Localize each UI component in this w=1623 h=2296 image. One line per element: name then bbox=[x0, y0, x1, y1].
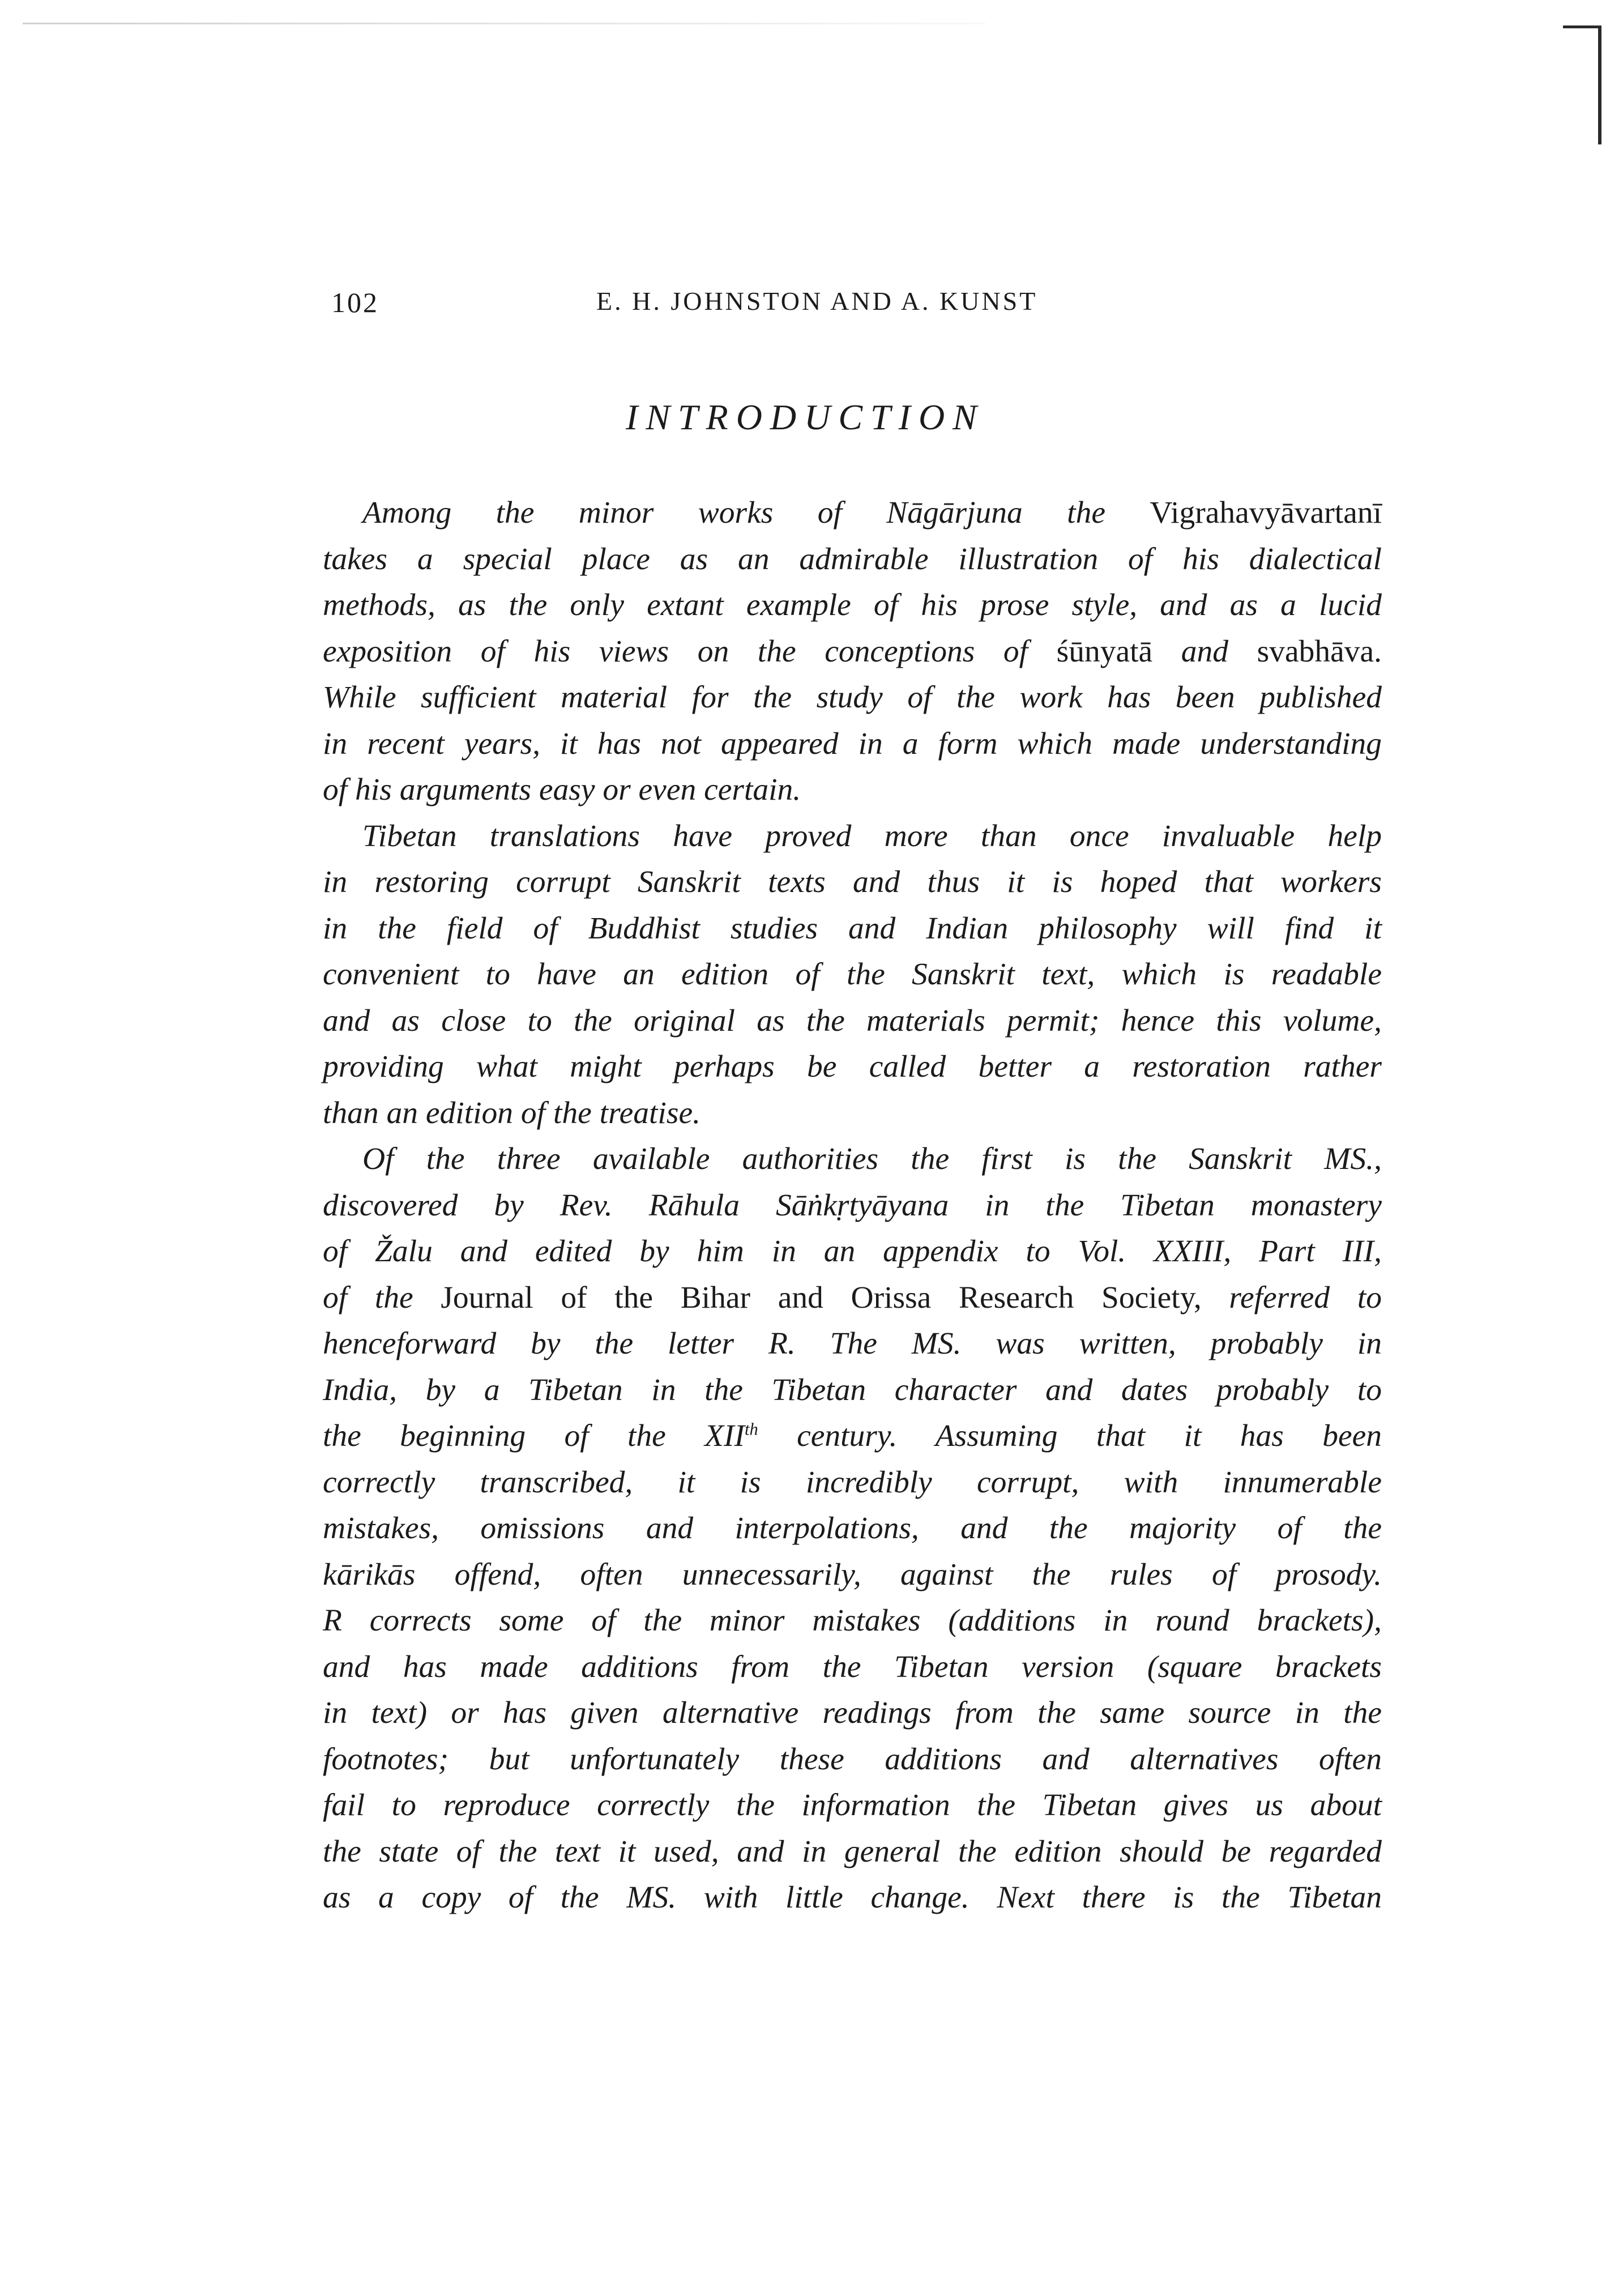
text-line: takes a special place as an admirable illustration of his dialectical bbox=[323, 541, 1382, 577]
text-line: in recent years, it has not appeared in a form which made understanding bbox=[323, 726, 1382, 761]
text-line: footnotes; but unfortunately these additions and alternatives often bbox=[323, 1742, 1382, 1777]
text-line: R corrects some of the minor mistakes (additions in round brackets), bbox=[323, 1603, 1382, 1638]
text-line: the state of the text it used, and in general the edition should be regarded bbox=[323, 1834, 1382, 1869]
text-line: of his arguments easy or even certain. bbox=[323, 773, 801, 807]
text-line: methods, as the only extant example of his prose style, and as a lucid bbox=[323, 588, 1382, 622]
text-line: and as close to the original as the materials permit; hence this volume, bbox=[323, 1003, 1382, 1038]
text-line: fail to reproduce correctly the information the Tibetan gives us about bbox=[323, 1788, 1382, 1823]
text-line: in the field of Buddhist studies and Indian philosophy will find it bbox=[323, 911, 1382, 946]
text-line: India, by a Tibetan in the Tibetan character and dates probably to bbox=[323, 1372, 1382, 1407]
text-line: in restoring corrupt Sanskrit texts and thus it is hoped that workers bbox=[323, 865, 1382, 899]
text-line: in text) or has given alternative readings from the same source in the bbox=[323, 1696, 1382, 1730]
text-line: henceforward by the letter R. The MS. was written, probably in bbox=[323, 1326, 1382, 1361]
running-header bbox=[331, 286, 1379, 320]
text-line: of Žalu and edited by him in an appendix to Vol. XXIII, Part III, bbox=[323, 1234, 1382, 1269]
text-line: exposition of his views on the conceptions of śūnyatā and svabhāva. bbox=[323, 634, 1382, 669]
page-edge-mark bbox=[1563, 25, 1601, 28]
text-line: Among the minor works of Nāgārjuna the Vigrahavyāvartanī bbox=[362, 496, 1382, 530]
running-header-authors: E. H. JOHNSTON AND A. KUNST bbox=[596, 287, 1038, 315]
text-line: kārikās offend, often unnecessarily, against the rules of prosody. bbox=[323, 1557, 1382, 1592]
text-line: of the Journal of the Bihar and Orissa Research Society, referred to bbox=[323, 1280, 1382, 1315]
section-title: INTRODUCTION bbox=[626, 397, 985, 437]
text-line: as a copy of the MS. with little change. Next there is the Tibetan bbox=[323, 1880, 1382, 1915]
scan-shadow-line bbox=[23, 23, 985, 24]
text-line: and has made additions from the Tibetan version (square brackets bbox=[323, 1649, 1382, 1684]
text-line: correctly transcribed, it is incredibly corrupt, with innumerable bbox=[323, 1465, 1382, 1500]
text-line: Tibetan translations have proved more than once invaluable help bbox=[362, 818, 1382, 853]
text-line: mistakes, omissions and interpolations, and the majority of the bbox=[323, 1511, 1382, 1546]
text-line: the beginning of the XIIth century. Assuming that it has been bbox=[323, 1419, 1382, 1453]
text-line: than an edition of the treatise. bbox=[323, 1095, 701, 1130]
text-line: While sufficient material for the study of the work has been published bbox=[323, 680, 1382, 715]
text-line: Of the three available authorities the first is the Sanskrit MS., bbox=[362, 1142, 1382, 1176]
page-edge-rule bbox=[1598, 25, 1601, 144]
text-line: discovered by Rev. Rāhula Sāṅkṛtyāyana in the Tibetan monastery bbox=[323, 1188, 1382, 1223]
text-line: providing what might perhaps be called better a restoration rather bbox=[323, 1049, 1382, 1084]
text-line: convenient to have an edition of the Sanskrit text, which is readable bbox=[323, 957, 1382, 992]
page-number: 102 bbox=[331, 287, 379, 318]
body-text bbox=[323, 490, 1382, 1921]
